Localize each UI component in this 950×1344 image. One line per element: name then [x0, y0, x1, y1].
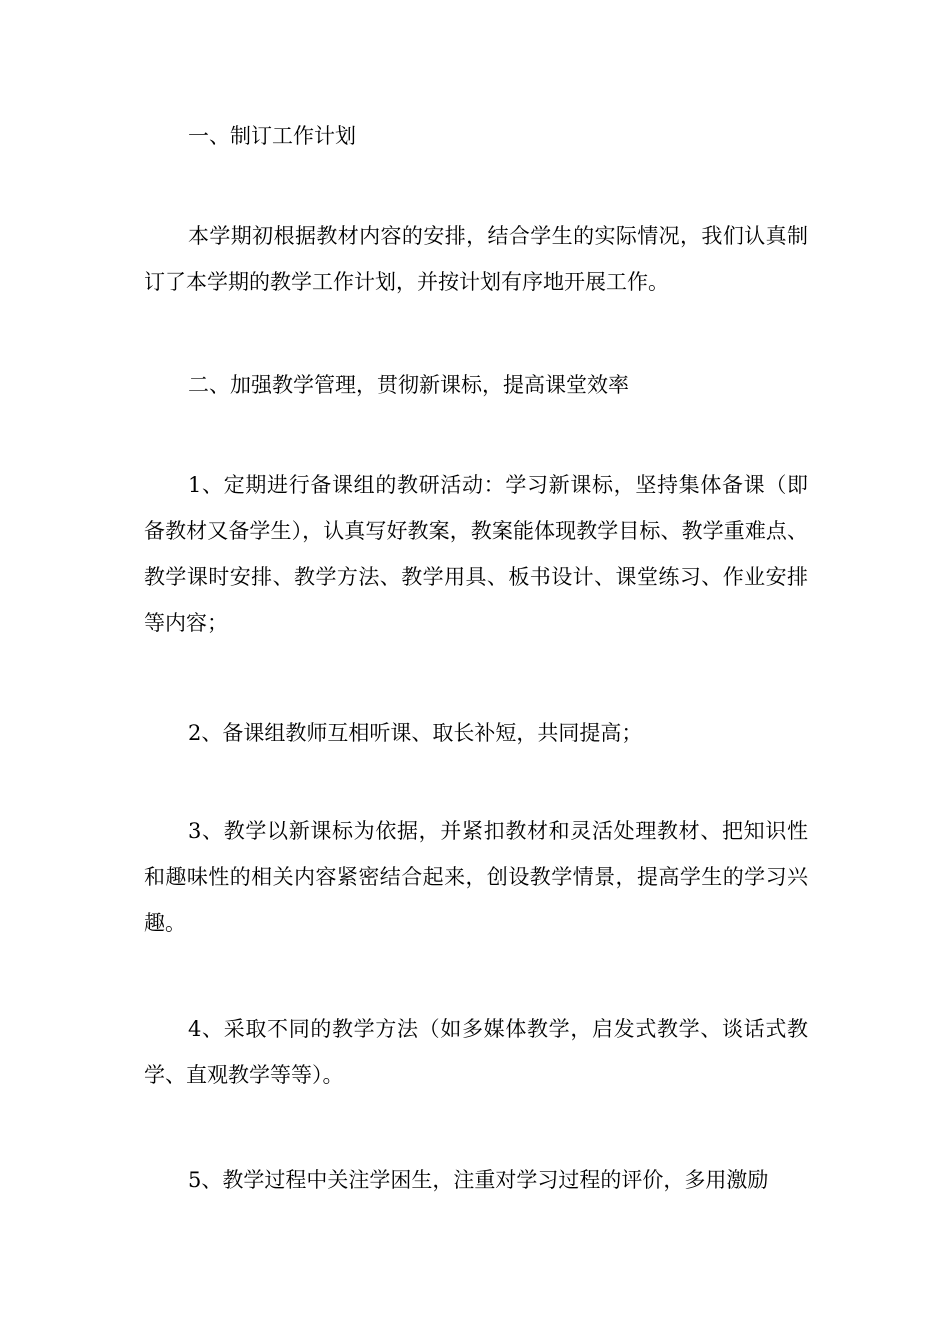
paragraph-item-3: 3、教学以新课标为依据，并紧扣教材和灵活处理教材、把知识性和趣味性的相关内容紧密结合起来，创设教学情景，提高学生的学习兴趣。 — [144, 819, 808, 935]
paragraph-item-4: 4、采取不同的教学方法（如多媒体教学，启发式教学、谈话式教学、直观教学等等）。 — [144, 1017, 808, 1087]
paragraph-plan: 本学期初根据教材内容的安排，结合学生的实际情况，我们认真制订了本学期的教学工作计划，并按计划有序地开展工作。 — [144, 224, 808, 294]
paragraph-item-2: 2、备课组教师互相听课、取长补短，共同提高； — [188, 721, 643, 745]
paragraph-item-5: 5、教学过程中关注学困生，注重对学习过程的评价，多用激励 — [188, 1168, 769, 1192]
section-heading-2: 二、加强教学管理，贯彻新课标，提高课堂效率 — [188, 373, 629, 397]
section-heading-1: 一、制订工作计划 — [188, 124, 356, 148]
paragraph-item-1: 1、定期进行备课组的教研活动：学习新课标，坚持集体备课（即备教材又备学生），认真写好教案，教案能体现教学目标、教学重难点、教学课时安排、教学方法、教学用具、板书设计、课堂练习、作业安排等内容； — [144, 473, 808, 635]
